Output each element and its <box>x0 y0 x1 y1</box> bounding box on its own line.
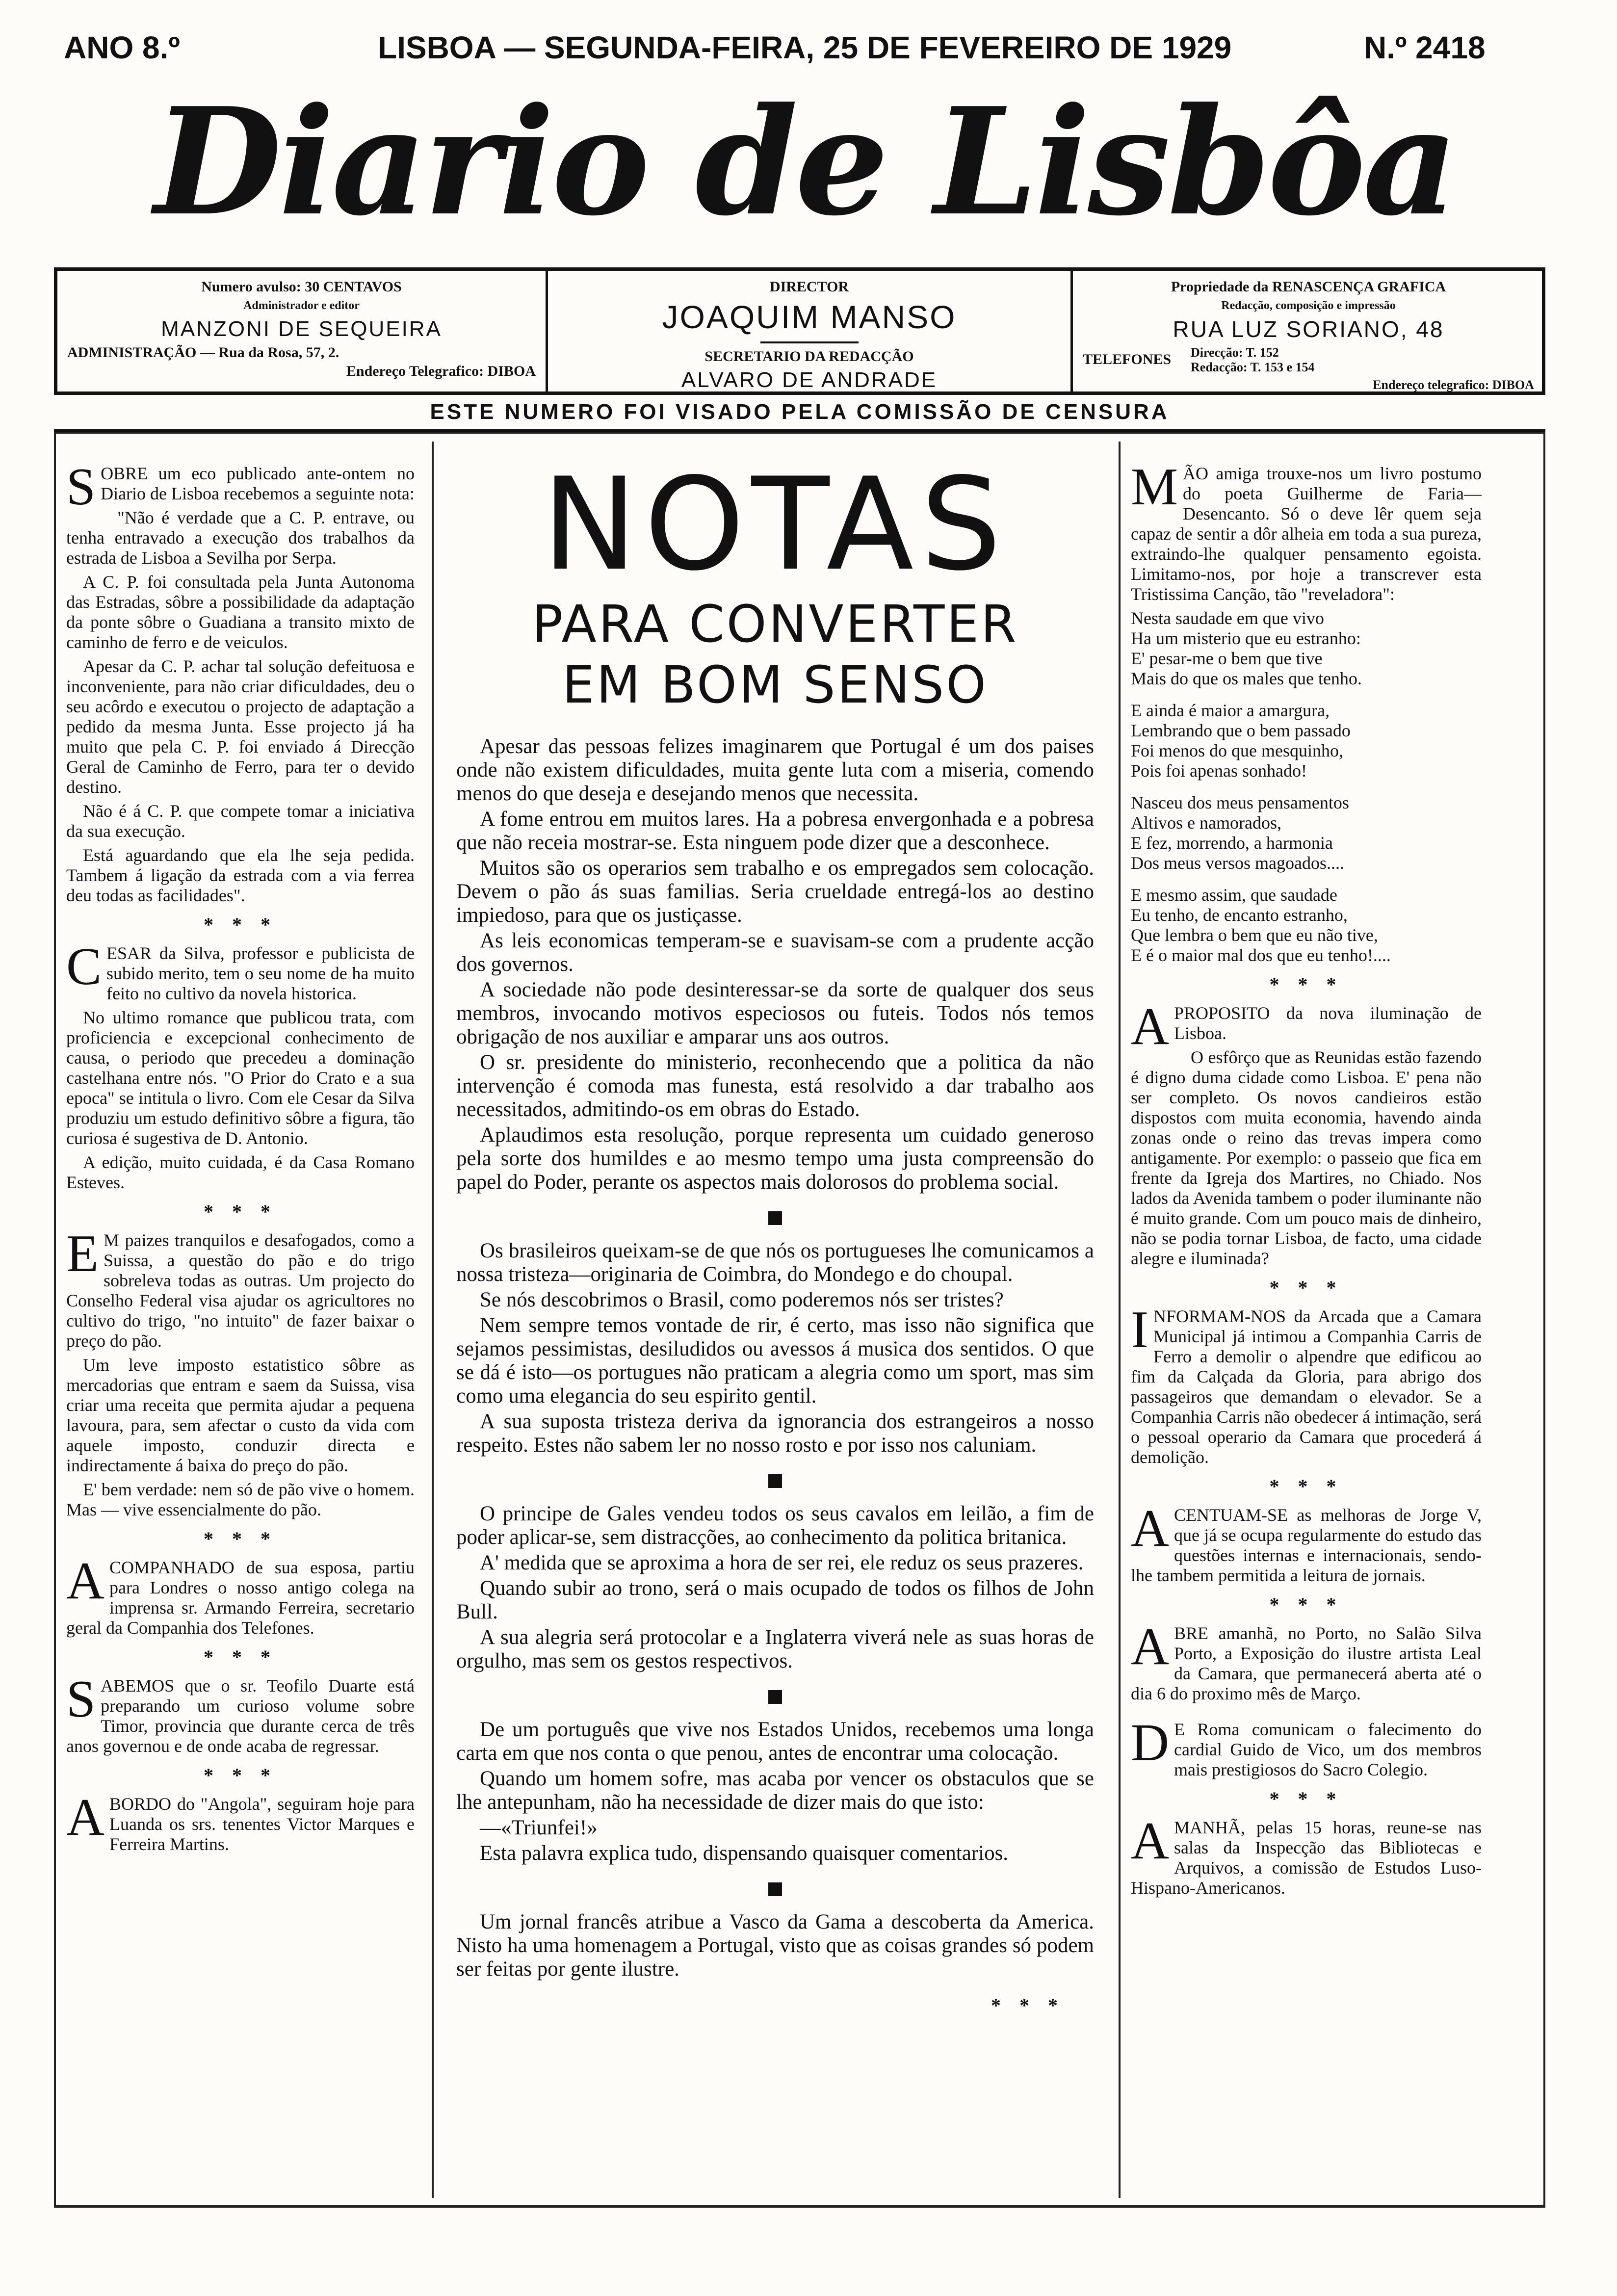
paragraph: Se nós descobrimos o Brasil, como poderemos nós ser tristes? <box>480 1288 1004 1311</box>
poem-stanza <box>1131 701 1482 781</box>
year-label: ANO 8.º <box>64 30 180 65</box>
paragraph: No ultimo romance que publicou trata, com proficiencia e excepcional conhecimento de causa, o periodo que precedeu a dominação castelhana entre nós. "O Prior do Crato e a sua epoca" se intitula o livro. Com ele Cesar da Silva produziu um estudo definitivo sôbre a figura, tão curiosa é sugestiva de D. Antonio. <box>66 1008 415 1148</box>
paragraph: BORDO do "Angola", seguiram hoje para Luanda os srs. tenentes Victor Marques e Ferreira Martins. <box>109 1794 415 1854</box>
paragraph: Esta palavra explica tudo, dispensando quaisquer comentarios. <box>480 1842 1009 1865</box>
column-rule-left <box>432 442 434 2198</box>
censorship-notice: ESTE NUMERO FOI VISADO PELA COMISSÃO DE CENSURA <box>54 400 1545 432</box>
paragraph: A edição, muito cuidada, é da Casa Romano Esteves. <box>66 1152 415 1192</box>
article-carris <box>1131 1301 1482 1467</box>
paragraph: Nem sempre temos vontade de rir, é certo, mas isso não significa que sejamos pessimistas, desiludidos ou avessos á musica dos sentidos. O que se dá é isto—os portugues não praticam a alegria como um sport, mas sim como uma elegancia do seu espirito gentil. <box>456 1314 1094 1408</box>
paragraph: E Roma comunicam o falecimento do cardial Guido de Vico, um dos membros mais prestigiosos do Sacro Colegio. <box>1174 1720 1482 1779</box>
drop-cap: E <box>66 1225 99 1283</box>
paragraph: PROPOSITO da nova iluminação de Lisboa. <box>1174 1003 1482 1043</box>
section-separator <box>456 1686 1094 1709</box>
verse-line: Que lembra o bem que eu não tive, <box>1131 925 1378 945</box>
telegraph-address-right: Endereço telegrafico: DIBOA <box>1373 378 1534 392</box>
telegraph-address-left: Endereço Telegrafico: DIBOA <box>346 363 536 379</box>
paragraph: ESAR da Silva, professor e publicista de subido merito, tem o seu nome de ha muito feito no cultivo da novela historica. <box>106 943 415 1003</box>
article-iluminacao <box>1131 997 1482 1269</box>
article-angola <box>66 1788 415 1854</box>
square-ornament-icon <box>768 1211 782 1225</box>
drop-cap: A <box>1131 1618 1169 1676</box>
drop-cap: D <box>1131 1714 1169 1772</box>
paragraph: Um jornal francês atribue a Vasco da Gama a descoberta da America. Nisto ha uma homenagem a Portugal, visto que as coisas grandes só podem ser feitas por gente ilustre. <box>456 1910 1094 1981</box>
separator-stars: * * * <box>1269 1277 1343 1299</box>
separator-stars: * * * <box>1269 1593 1343 1616</box>
article-jorge-v <box>1131 1499 1482 1586</box>
article-suissa-trigo <box>66 1225 415 1520</box>
verse-line: Mais do que os males que tenho. <box>1131 669 1362 688</box>
paragraph: Apesar da C. P. achar tal solução defeituosa e inconveniente, para não criar dificuldades, deu o seu acôrdo e executou o projecto de adaptação a pedido da mesma Junta. Esse projecto já ha muito que pela C. P. foi enviado á Direcção Geral de Caminho de Ferro, para ter o devido destino. <box>66 656 415 797</box>
section-separator <box>456 1470 1094 1493</box>
verse-line: E' pesar-me o bem que tive <box>1131 649 1323 668</box>
drop-cap: I <box>1131 1301 1148 1359</box>
square-ornament-icon <box>768 1474 782 1488</box>
article-leal-da-camara <box>1131 1618 1482 1704</box>
secretary-label: SECRETARIO DA REDACÇÃO <box>704 348 914 365</box>
drop-cap: S <box>66 1670 96 1728</box>
paragraph: A sociedade não pode desinteressar-se da sorte de qualquer dos seus membros, invocando motivos especiosos ou futeis. Todos nós temos obrigação de nos auxiliar e amparar uns aos outros. <box>456 978 1094 1048</box>
paragraph: Não é á C. P. que compete tomar a iniciativa da sua execução. <box>66 801 415 841</box>
verse-line: Eu tenho, de encanto estranho, <box>1131 905 1348 925</box>
left-column <box>66 464 415 2195</box>
telephone-direction: Direcção: T. 152 <box>1191 345 1279 360</box>
separator-stars: * * * <box>1269 1475 1343 1497</box>
column-rule-right <box>1119 442 1121 2198</box>
paragraph: "Não é verdade que a C. P. entrave, ou tenha entravado a execução dos trabalhos da estrada de Lisboa a Sevilha por Serpa. <box>66 508 415 568</box>
subheadline-1: PARA CONVERTER <box>532 594 1018 654</box>
divider <box>760 341 859 343</box>
director-name: JOAQUIM MANSO <box>662 299 957 335</box>
verse-line: E mesmo assim, que saudade <box>1131 885 1337 905</box>
admin-editor-label: Administrador e editor <box>243 299 360 312</box>
verse-line: Altivos e namorados, <box>1131 813 1281 833</box>
paragraph: Muitos são os operarios sem trabalho e os empregados sem colocação. Devem o pão ás suas familias. Seria crueldade entregá-los ao destino impiedoso, para que os justiçasse. <box>456 857 1094 927</box>
paragraph: Está aguardando que ela lhe seja pedida. Tambem á ligação da estrada com a via ferrea deu todas as facilidades". <box>66 845 415 905</box>
paragraph: —«Triunfei!» <box>480 1816 598 1839</box>
poem-stanza <box>1131 793 1482 873</box>
separator-stars: * * * <box>204 1764 277 1786</box>
paragraph: ÃO amiga trouxe-nos um livro postumo do poeta Guilherme de Faria—Desencanto. Só o deve lêr quem seja capaz de sentir a dôr alheia em toda a sua pureza, extraindo-lhe qualquer pensamento egoista. Limitamo-nos, por hoje a transcrever esta Tristissima Canção, tão "reveladora": <box>1131 464 1482 604</box>
paragraph: MANHÃ, pelas 15 horas, reune-se nas salas da Inspecção das Bibliotecas e Arquivos, a comissão de Estudos Luso-Hispano-Americanos. <box>1131 1818 1482 1898</box>
drop-cap: C <box>66 938 102 996</box>
telephones-label: TELEFONES <box>1083 351 1172 367</box>
paragraph: ABEMOS que o sr. Teofilo Duarte está preparando um curioso volume sobre Timor, provincia que durante cerca de três anos governou e de onde acaba de regressar. <box>66 1676 415 1756</box>
dateline-bar <box>64 29 1487 74</box>
paragraph: Quando subir ao trono, será o mais ocupado de todos os filhos de John Bull. <box>456 1577 1094 1623</box>
drop-cap: A <box>1131 997 1169 1056</box>
paragraph: Um leve imposto estatistico sôbre as mercadorias que entram e saem da Suissa, visa criar uma receita que permita ajudar a pequena lavoura, para, sem afectar o custo da vida com aquele imposto, conduzir directa e indirectamente á baixa do preço do pão. <box>66 1355 415 1475</box>
secretary-name: ALVARO DE ANDRADE <box>681 368 938 392</box>
drop-cap: M <box>1131 464 1178 516</box>
paragraph: A fome entrou em muitos lares. Ha a pobresa envergonhada e a pobresa que não receia mostrar-se. Esta ninguem pode dizer que a desconhece. <box>456 808 1094 854</box>
separator-stars: * * * <box>1269 1788 1343 1810</box>
redaction-label: Redacção, composição e impressão <box>1221 299 1396 312</box>
separator-stars: * * * <box>204 1528 277 1550</box>
verse-line: Pois foi apenas sonhado! <box>1131 761 1307 781</box>
price-line: Numero avulso: 30 CENTAVOS <box>201 279 402 295</box>
drop-cap: A <box>1131 1812 1169 1870</box>
paragraph: A sua alegria será protocolar e a Inglaterra viverá nele as suas horas de orgulho, mas sem os gestos respectivos. <box>456 1626 1094 1672</box>
poem-stanza <box>1131 885 1482 965</box>
right-column <box>1131 464 1482 2195</box>
section-separator <box>456 1207 1094 1230</box>
admin-address: ADMINISTRAÇÃO — Rua da Rosa, 57, 2. <box>67 344 339 361</box>
newspaper-title: Diario de Lisbôa <box>154 75 1456 248</box>
owner-line: Propriedade da RENASCENÇA GRAFICA <box>1171 279 1446 295</box>
verse-line: Nesta saudade em que vivo <box>1131 608 1324 628</box>
section-separator <box>456 1878 1094 1902</box>
drop-cap: A <box>66 1788 104 1847</box>
dateline: LISBOA — SEGUNDA-FEIRA, 25 DE FEVEREIRO DE 1929 <box>378 30 1232 65</box>
verse-line: Nasceu dos meus pensamentos <box>1131 793 1349 812</box>
article-armando-ferreira <box>66 1552 415 1638</box>
separator-stars: * * * <box>1269 973 1343 995</box>
verse-line: E é o maior mal dos que eu tenho!.... <box>1131 945 1391 965</box>
publication-info-box <box>54 267 1545 395</box>
poem-stanza <box>1131 608 1482 689</box>
paragraph: O principe de Gales vendeu todos os seus cavalos em leilão, a fim de poder aplicar-se, sem distracções, ao conhecimento da politica britanica. <box>456 1502 1094 1549</box>
article-guido-de-vico <box>1131 1714 1482 1780</box>
drop-cap: S <box>66 464 96 516</box>
paragraph: BRE amanhã, no Porto, no Salão Silva Porto, a Exposição do ilustre artista Leal da Camara, que permanecerá aberta até o dia 6 do proximo mês de Março. <box>1131 1623 1482 1703</box>
paragraph: O sr. presidente do ministerio, reconhecendo que a politica da não intervenção é comoda mas funesta, está resolvido a dar trabalho aos necessitados, admitindo-os em obras do Estado. <box>456 1051 1094 1121</box>
paragraph: De um português que vive nos Estados Unidos, recebemos uma longa carta em que nos conta o que penou, antes de encontrar uma colocação. <box>456 1718 1094 1765</box>
telephone-redaction: Redacção: T. 153 e 154 <box>1191 360 1315 374</box>
verse-line: E fez, morrendo, a harmonia <box>1131 833 1333 853</box>
drop-cap: A <box>66 1552 104 1610</box>
article-desencanto <box>1131 464 1482 965</box>
article-serpa-road <box>66 464 415 906</box>
paragraph: O esfôrço que as Reunidas estão fazendo é digno duma cidade como Lisboa. E' pena não ser completo. Os novos candieiros estão dispostos com muita economia, havendo ainda zonas onde o reino das trevas impera como antigamente. Por exemplo: o passeio que fica em frente da Igreja dos Martires, no Chiado. Nos lados da Avenida tambem o poder iluminante não é muito grande. Com um pouco mais de dinheiro, não se podia tornar Lisboa, de facto, uma cidade alegre e iluminada? <box>1131 1047 1482 1268</box>
center-column <box>456 451 1094 2017</box>
paragraph: Apesar das pessoas felizes imaginarem que Portugal é um dos paises onde não existem dificuldades, muita gente luta com a miseria, comendo menos do que deseja e desejando menos que necessita. <box>456 735 1094 805</box>
paragraph: Os brasileiros queixam-se de que nós os portugueses lhe comunicamos a nossa tristeza—originaria de Coimbra, do Mondego e do choupal. <box>456 1239 1094 1286</box>
paragraph: OBRE um eco publicado ante-ontem no Diario de Lisboa recebemos a seguinte nota: <box>101 464 415 503</box>
separator-stars: * * * <box>204 1646 277 1668</box>
square-ornament-icon <box>768 1882 782 1896</box>
admin-editor-name: MANZONI DE SEQUEIRA <box>161 317 442 341</box>
paragraph: CENTUAM-SE as melhoras de Jorge V, que já se ocupa regularmente do estudo das questões internas e internacionais, sendo-lhe tambem permitida a leitura de jornais. <box>1131 1505 1482 1585</box>
issue-number: N.º 2418 <box>1364 30 1486 65</box>
center-body <box>456 735 1094 2017</box>
verse-line: Dos meus versos magoados.... <box>1131 853 1344 873</box>
article-cesar-da-silva <box>66 938 415 1193</box>
verse-line: E ainda é maior a amargura, <box>1131 701 1330 720</box>
verse-line: Lembrando que o bem passado <box>1131 721 1351 740</box>
drop-cap: A <box>1131 1499 1169 1558</box>
article-luso-hispano <box>1131 1812 1482 1898</box>
paragraph: M paizes tranquilos e desafogados, como a Suissa, a questão do pão e do trigo sobreleva todas as outras. Um projecto do Conselho Federal visa ajudar os agricultores no cultivo do trigo, "no intuito" de fazer baixar o preço do pão. <box>66 1230 415 1351</box>
info-center <box>548 271 1073 391</box>
article-teofilo-duarte <box>66 1670 415 1756</box>
headline: NOTAS <box>542 451 1009 599</box>
director-label: DIRECTOR <box>769 279 849 295</box>
info-left <box>57 271 548 391</box>
paragraph: A C. P. foi consultada pela Junta Autonoma das Estradas, sôbre a possibilidade da adaptação da ponte sôbre o Guadiana a transito mixto de caminho de ferro e de veiculos. <box>66 572 415 652</box>
paragraph: As leis economicas temperam-se e suavisam-se com a prudente acção dos governos. <box>456 929 1094 976</box>
verse-line: Foi menos do que mesquinho, <box>1131 741 1343 760</box>
paragraph: E' bem verdade: nem só de pão vive o homem. Mas — vive essencialmente do pão. <box>66 1480 415 1519</box>
paragraph: Aplaudimos esta resolução, porque representa um cuidado generoso pela sorte dos humildes e ao mesmo tempo uma justa compreensão do papel do Poder, perante os aspectos mais dolorosos do problema social. <box>456 1123 1094 1194</box>
square-ornament-icon <box>768 1690 782 1704</box>
separator-stars: * * * <box>204 913 277 936</box>
telephones <box>1083 343 1534 376</box>
info-right <box>1073 271 1544 391</box>
paragraph: COMPANHADO de sua esposa, partiu para Londres o nosso antigo colega na imprensa sr. Armando Ferreira, secretario geral da Companhia dos Telefones. <box>66 1558 415 1638</box>
verse-line: Ha um misterio que eu estranho: <box>1131 628 1361 648</box>
separator-stars: * * * <box>204 1200 277 1223</box>
bottom-rule <box>54 2205 1545 2208</box>
subheadline-2: EM BOM SENSO <box>562 655 989 715</box>
paragraph: Quando um homem sofre, mas acaba por vencer os obstaculos que se lhe antepunham, não ha necessidade de dizer mais do que isto: <box>456 1767 1094 1814</box>
redaction-address: RUA LUZ SORIANO, 48 <box>1173 316 1444 342</box>
paragraph: NFORMAM-NOS da Arcada que a Camara Municipal já intimou a Companhia Carris de Ferro a demolir o alpendre que edificou ao fim da Calçada da Gloria, para abrigo dos passageiros que demandam o elevador. Se a Companhia Carris não obedecer á intimação, será o pessoal operario da Camara que procederá á demolição. <box>1131 1306 1482 1467</box>
paragraph: A' medida que se aproxima a hora de ser rei, ele reduz os seus prazeres. <box>480 1551 1084 1574</box>
paragraph: A sua suposta tristeza deriva da ignorancia dos estrangeiros a nosso respeito. Estes não sabem ler no nosso rosto e por isso nos caluniam. <box>456 1410 1094 1457</box>
end-stars: * * * <box>991 1994 1065 2016</box>
